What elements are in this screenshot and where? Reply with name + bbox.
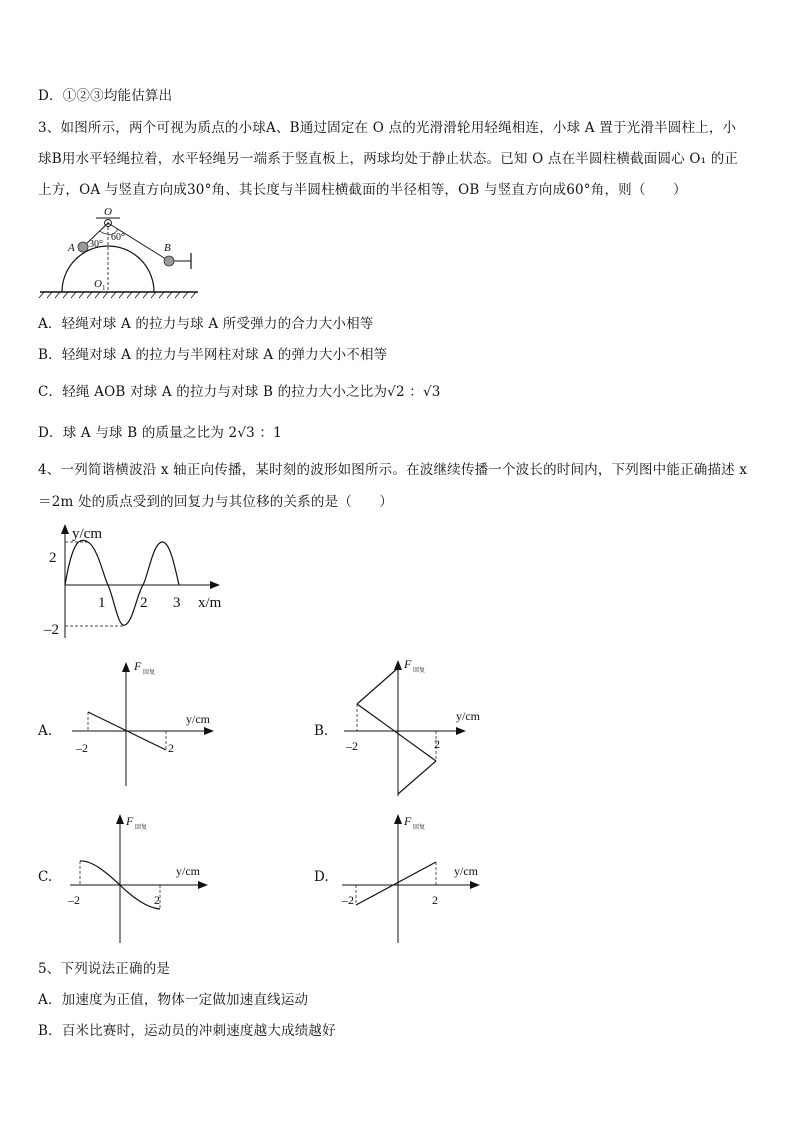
q4-b-pos2: 2 bbox=[434, 737, 440, 751]
q4-a-yaxis: y/cm bbox=[186, 712, 210, 726]
q4-choice-a-label: A. bbox=[38, 723, 53, 739]
q4-c-f: F bbox=[126, 814, 134, 828]
q4-wave-x2: 2 bbox=[140, 595, 148, 611]
q3-figure bbox=[38, 204, 208, 299]
q5-stem: 5、下列说法正确的是 bbox=[38, 961, 171, 977]
q4-b-fsub: 回复 bbox=[413, 668, 426, 674]
q4-c-pos2: 2 bbox=[154, 893, 160, 907]
q4-choice-d-graph bbox=[336, 808, 506, 946]
q3-label-b: B bbox=[164, 242, 171, 254]
q4-choice-a-graph bbox=[62, 656, 222, 791]
q4-c-yaxis: y/cm bbox=[176, 864, 200, 878]
q3-option-b: B．轻绳对球 A 的拉力与半网柱对球 A 的弹力大小不相等 bbox=[38, 347, 388, 363]
q3-label-o1-sub: 1 bbox=[102, 284, 106, 292]
q3-stem-line2: 球B用水平轻绳拉着，水平轻绳另一端系于竖直板上，两球均处于静止状态。已知 O 点在半圆柱横截面圆心 O₁ 的正 bbox=[38, 151, 739, 167]
q4-wave-x3: 3 bbox=[173, 595, 181, 611]
q4-choice-d-label: D. bbox=[314, 869, 329, 885]
q4-choice-b-label: B. bbox=[314, 723, 329, 739]
q4-d-fsub: 回复 bbox=[413, 825, 426, 831]
q4-choice-c-graph bbox=[62, 808, 222, 946]
q4-a-f: F bbox=[134, 659, 142, 673]
q4-a-pos2: 2 bbox=[168, 741, 174, 755]
q4-wave-ypos: 2 bbox=[49, 550, 57, 566]
q3-option-c: C．轻绳 AOB 对球 A 的拉力与对球 B 的拉力大小之比为√2 ：√3 bbox=[38, 384, 441, 400]
q3-label-o: O bbox=[104, 206, 112, 218]
q4-d-pos2: 2 bbox=[432, 893, 438, 907]
q3-label-o1: O bbox=[94, 278, 102, 290]
q4-d-yaxis: y/cm bbox=[454, 864, 478, 878]
q4-c-neg2: –2 bbox=[68, 893, 80, 907]
q4-wave-yneg: –2 bbox=[44, 622, 59, 638]
q4-b-f: F bbox=[404, 657, 412, 671]
q4-wave-x1: 1 bbox=[98, 595, 106, 611]
q3-stem-line3: 上方，OA 与竖直方向成30°角、其长度与半圆柱横截面的半径相等，OB 与竖直方向成60°角，则（ ） bbox=[38, 182, 687, 198]
q5-option-b: B．百米比赛时，运动员的冲刺速度越大成绩越好 bbox=[38, 1023, 336, 1039]
q4-wave-figure bbox=[38, 518, 238, 640]
q4-b-neg2: –2 bbox=[346, 739, 358, 753]
q3-angle-30: 30° bbox=[89, 239, 103, 250]
q4-choice-b-graph bbox=[336, 654, 506, 799]
q4-c-fsub: 回复 bbox=[135, 825, 148, 831]
q5-option-a: A．加速度为正值，物体一定做加速直线运动 bbox=[38, 992, 309, 1008]
q4-a-neg2: –2 bbox=[76, 741, 88, 755]
q2-option-d: D．①②③均能估算出 bbox=[38, 88, 173, 104]
q3-stem-line1: 3、如图所示，两个可视为质点的小球A、B通过固定在 O 点的光滑滑轮用轻绳相连，小球 A 置于光滑半圆柱上，小 bbox=[38, 120, 737, 136]
q4-wave-xlabel: x/m bbox=[198, 595, 222, 611]
q4-choice-c-label: C. bbox=[38, 869, 53, 885]
q4-d-neg2: –2 bbox=[342, 893, 354, 907]
q4-stem-line2: ＝2m 处的质点受到的回复力与其位移的关系的是（ ） bbox=[38, 494, 394, 510]
q4-d-f: F bbox=[404, 814, 412, 828]
q3-label-a: A bbox=[68, 242, 75, 254]
q4-wave-ylabel: y/cm bbox=[72, 526, 102, 542]
q4-a-fsub: 回复 bbox=[143, 670, 156, 676]
q4-b-yaxis: y/cm bbox=[456, 709, 480, 723]
q3-angle-60: 60° bbox=[111, 232, 125, 243]
q3-option-a: A．轻绳对球 A 的拉力与球 A 所受弹力的合力大小相等 bbox=[38, 316, 374, 332]
q3-option-d: D．球 A 与球 B 的质量之比为 2√3 ：1 bbox=[38, 425, 282, 441]
q4-stem-line1: 4、一列简谐横波沿 x 轴正向传播，某时刻的波形如图所示。在波继续传播一个波长的时间内，下列图中能正确描述 x bbox=[38, 462, 748, 478]
